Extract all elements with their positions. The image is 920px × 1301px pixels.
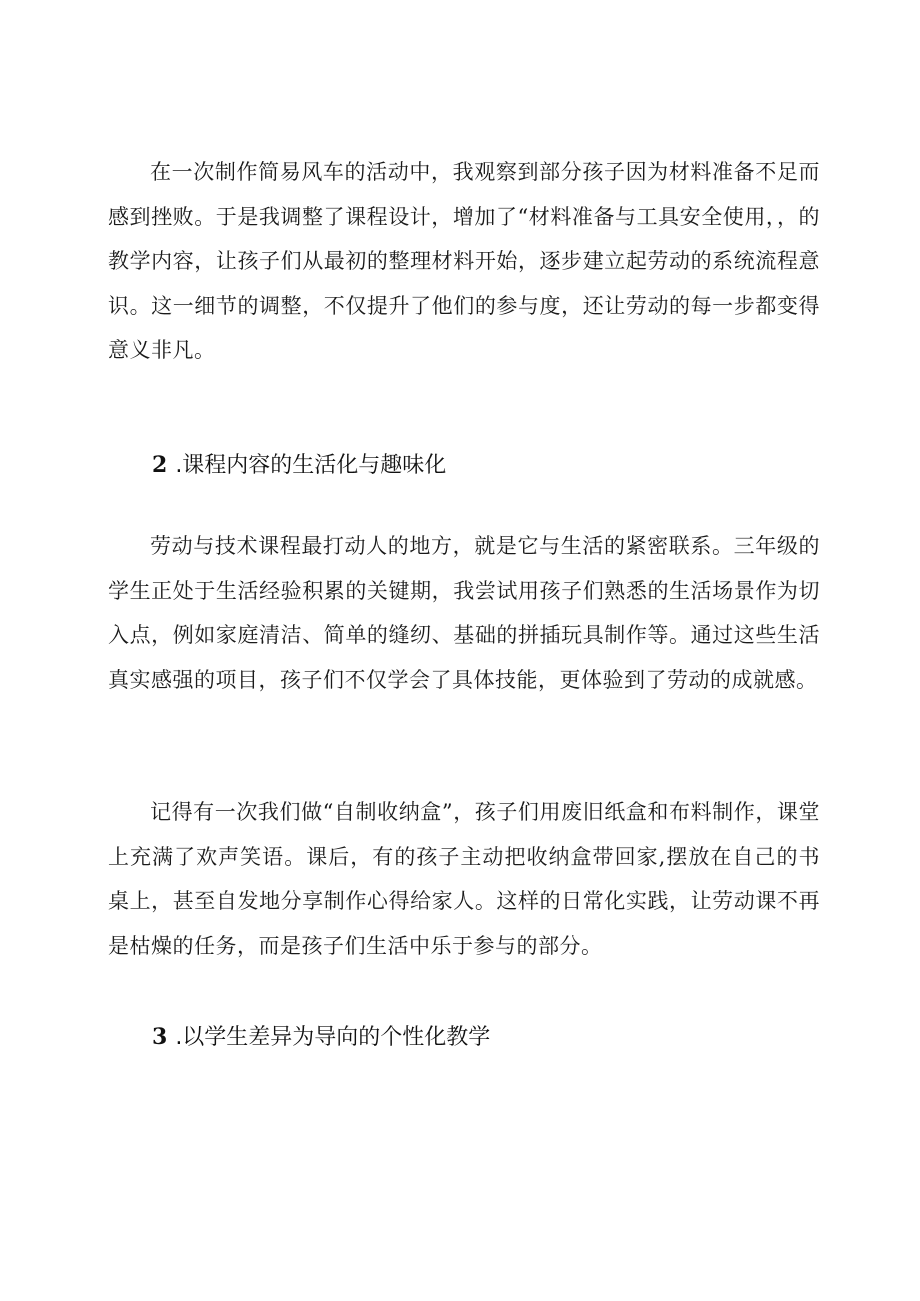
section-heading-2	[152, 450, 446, 481]
paragraph-storage-box-activity: 记得有一次我们做“自制收纳盒”，孩子们用废旧纸盒和布料制作，课堂上充满了欢声笑语。课后，有的孩子主动把收纳盒带回家,摆放在自己的书桌上，甚至自发地分享制作心得给家人。这样的日常化实践，让劳动课不再是枯燥的任务，而是孩子们生活中乐于参与的部分。	[108, 800, 820, 958]
section-title: .以学生差异为导向的个性化教学	[175, 1025, 491, 1050]
paragraph-course-life-connection: 劳动与技术课程最打动人的地方，就是它与生活的紧密联系。三年级的学生正处于生活经验积累的关键期，我尝试用孩子们熟悉的生活场景作为切入点，例如家庭清洁、简单的缝纫、基础的拼插玩具制作等。通过这些生活真实感强的项目，孩子们不仅学会了具体技能，更体验到了劳动的成就感。	[108, 534, 820, 692]
section-title: .课程内容的生活化与趣味化	[175, 453, 447, 478]
section-number: 2	[152, 452, 168, 478]
section-heading-3	[152, 1022, 490, 1053]
section-number: 3	[152, 1024, 168, 1050]
paragraph-windmill-activity: 在一次制作简易风车的活动中，我观察到部分孩子因为材料准备不足而感到挫败。于是我调整了课程设计，增加了“材料准备与工具安全使用，，的教学内容，让孩子们从最初的整理材料开始，逐步建立起劳动的系统流程意识。这一细节的调整，不仅提升了他们的参与度，还让劳动的每一步都变得意义非凡。	[108, 160, 820, 362]
